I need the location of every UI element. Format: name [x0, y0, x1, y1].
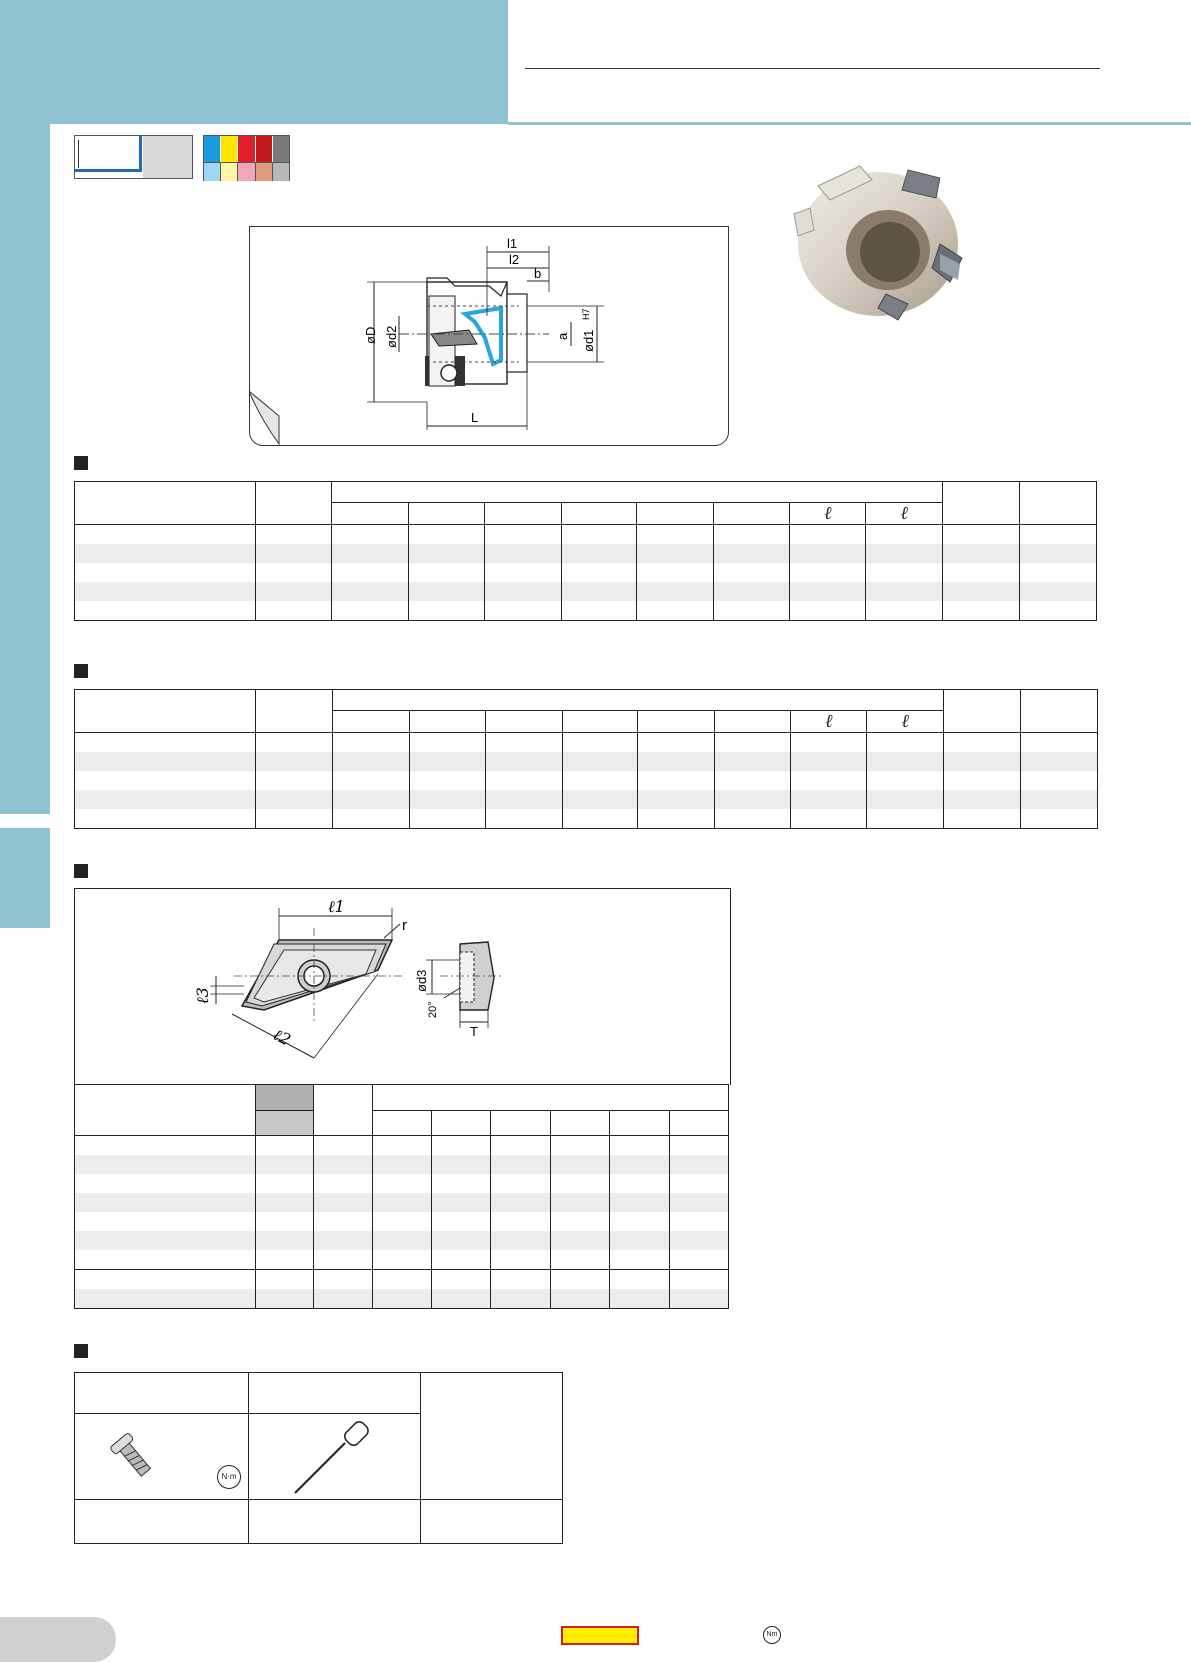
table-row	[75, 601, 1097, 621]
screwdriver-icon	[289, 1421, 379, 1497]
shoulder-milling-icon	[74, 135, 193, 179]
label-d3: ød3	[414, 969, 429, 992]
section-bullet-3	[74, 864, 88, 878]
table-row	[75, 809, 1098, 829]
header-rule	[525, 68, 1100, 69]
col-header-ell-2: ℓ	[867, 711, 944, 733]
clamp-screw-icon	[105, 1429, 161, 1485]
label-L: L	[471, 410, 479, 425]
label-T: T	[470, 1024, 478, 1039]
table-row	[75, 1174, 729, 1193]
label-l3: ℓ3	[193, 987, 212, 1004]
cutter-dimension-drawing	[249, 226, 729, 446]
table-row	[75, 544, 1097, 563]
label-D: øD	[363, 326, 378, 344]
label-l1: l1	[507, 236, 518, 251]
table-row	[75, 1289, 729, 1309]
section-bullet-4	[74, 1344, 88, 1358]
table-row	[75, 1136, 729, 1156]
insert-table	[74, 1084, 729, 1309]
legend-marker-yellow	[561, 1626, 639, 1645]
table-row	[75, 563, 1097, 582]
header-band-rule	[508, 122, 1191, 125]
table-row	[75, 525, 1097, 545]
table-row	[75, 1270, 729, 1290]
table-row	[75, 1212, 729, 1231]
table-row	[75, 1250, 729, 1270]
table-row	[75, 771, 1098, 790]
header-band	[0, 0, 508, 124]
table-row	[75, 1155, 729, 1174]
table-row	[75, 1231, 729, 1250]
section-bullet-2	[74, 664, 88, 678]
section-bullet-1	[74, 456, 88, 470]
label-b: b	[534, 266, 542, 281]
page-number-tab	[0, 1617, 116, 1662]
face-mill-photo	[790, 158, 970, 328]
material-color-chips	[203, 135, 290, 181]
label-angle: 20°	[427, 1001, 439, 1018]
table-row	[75, 733, 1098, 753]
table-row	[75, 1193, 729, 1212]
col-header-ell-1: ℓ	[790, 503, 866, 525]
label-d2: ød2	[384, 325, 399, 348]
cutter-table-1	[74, 481, 1097, 621]
col-header-ell-2: ℓ	[866, 503, 943, 525]
label-l2: ℓ2	[270, 1024, 294, 1050]
label-d1-fit: H7	[581, 308, 591, 320]
accessories-table	[74, 1372, 563, 1544]
cutter-table-2	[74, 689, 1098, 829]
side-tab-strip-lower	[0, 828, 50, 928]
table-row	[75, 752, 1098, 771]
label-a: a	[555, 332, 570, 340]
table-row	[75, 790, 1098, 809]
label-r: r	[402, 917, 407, 934]
insert-dimension-drawing	[74, 888, 729, 1084]
torque-icon: N·m	[217, 1465, 241, 1489]
label-l2: l2	[509, 252, 520, 267]
label-d1: ød1	[581, 329, 596, 352]
footer-torque-icon: Nm	[763, 1626, 781, 1644]
col-header-ell-1: ℓ	[791, 711, 867, 733]
table-row	[75, 582, 1097, 601]
label-l1: ℓ1	[328, 897, 345, 916]
side-tab-strip	[0, 124, 50, 814]
